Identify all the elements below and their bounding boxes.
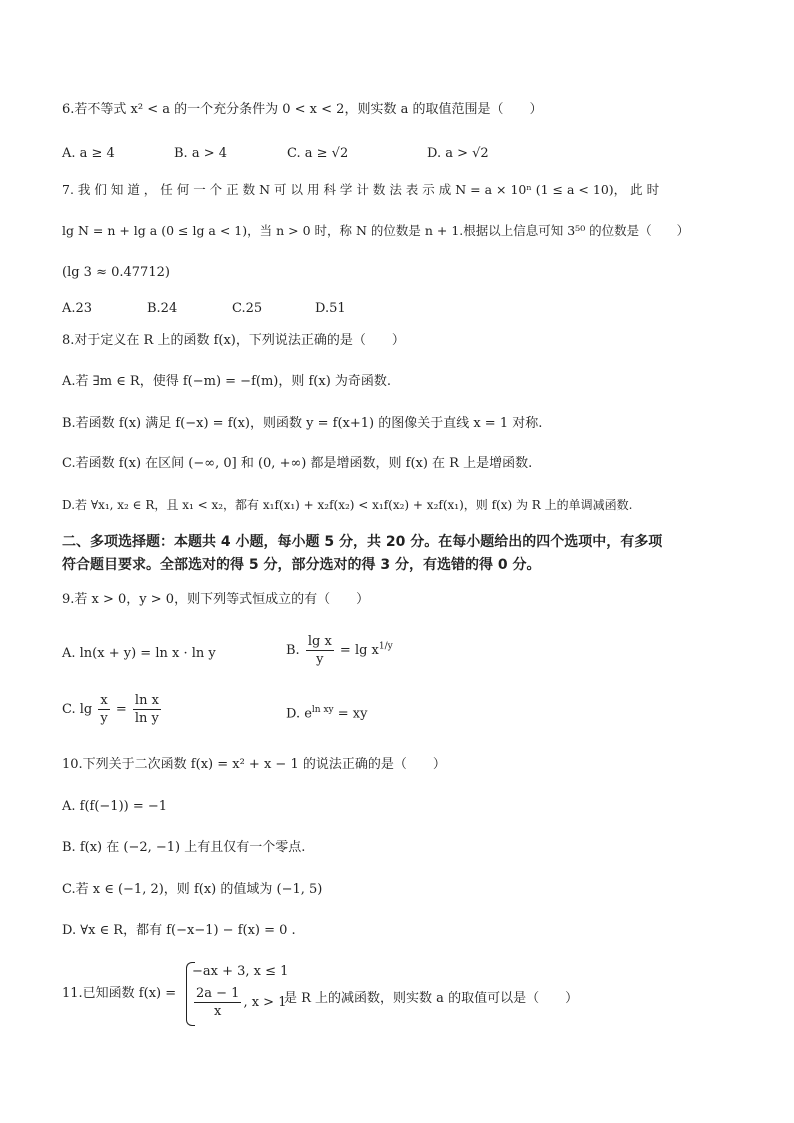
- q9-option-b-fraction: [306, 634, 334, 667]
- q7-line3: (lg 3 ≈ 0.47712): [62, 265, 170, 280]
- q9-option-c-denominator-left: y: [100, 711, 108, 726]
- section-2-heading-line2: 符合题目要求。全部选对的得 5 分，部分选对的得 3 分，有选错的得 0 分。: [62, 557, 541, 573]
- q9-option-b: [286, 634, 393, 667]
- q11-piece-2-denominator: x: [214, 1004, 222, 1019]
- q11-piece-2-condition: , x > 1: [243, 995, 287, 1010]
- q6-stem: 6.若不等式 x² < a 的一个充分条件为 0 < x < 2，则实数 a 的取值范围是（ ）: [62, 102, 543, 117]
- q9-option-b-denominator: y: [316, 652, 324, 667]
- q9-option-d-rhs: = xy: [337, 706, 368, 722]
- q9-option-d-exponent: ln xy: [311, 705, 334, 715]
- q9-option-d: [286, 705, 367, 721]
- q7-option-c: C.25: [232, 301, 263, 316]
- q8-option-a: A.若 ∃m ∈ R，使得 f(−m) = −f(m)，则 f(x) 为奇函数.: [62, 374, 392, 389]
- q9-option-b-numerator: lg x: [307, 634, 332, 649]
- q9-option-b-rhs: = lg x: [339, 643, 379, 658]
- q9-option-c-denominator-right: ln y: [134, 711, 159, 726]
- q11-prefix: 11.已知函数 f(x) =: [62, 986, 177, 1001]
- q7-option-d: D.51: [315, 301, 346, 316]
- q8-stem: 8.对于定义在 R 上的函数 f(x)，下列说法正确的是（ ）: [62, 333, 405, 348]
- q9-stem: 9.若 x > 0，y > 0，则下列等式恒成立的有（ ）: [62, 592, 370, 607]
- q6-option-d: D. a > √2: [427, 146, 489, 161]
- q11-piece-2-numerator: 2a − 1: [196, 986, 240, 1001]
- q11-suffix: 是 R 上的减函数，则实数 a 的取值可以是（ ）: [284, 991, 579, 1006]
- q11-piece-2-fraction: [194, 986, 241, 1019]
- q9-option-c-equals: =: [115, 702, 127, 717]
- q6-option-c: C. a ≥ √2: [287, 146, 349, 161]
- q9-option-d-prefix: D. e: [286, 706, 312, 722]
- q10-option-d: D. ∀x ∈ R，都有 f(−x−1) − f(x) = 0 .: [62, 923, 296, 938]
- q10-option-c: C.若 x ∈ (−1, 2)，则 f(x) 的值域为 (−1, 5): [62, 882, 323, 897]
- q9-option-b-prefix: B.: [286, 643, 300, 658]
- q7-option-b: B.24: [147, 301, 178, 316]
- q11-piece-2: [192, 986, 286, 1019]
- q9-option-c-fraction-left: [98, 693, 109, 726]
- q6-option-a: A. a ≥ 4: [62, 146, 115, 161]
- q8-option-b: B.若函数 f(x) 满足 f(−x) = f(x)，则函数 y = f(x+1) 的图像关于直线 x = 1 对称.: [62, 416, 543, 431]
- q11-piece-1: −ax + 3, x ≤ 1: [192, 964, 289, 979]
- q8-option-c: C.若函数 f(x) 在区间 (−∞, 0] 和 (0, +∞) 都是增函数，则 f(x) 在 R 上是增函数.: [62, 456, 533, 471]
- q9-option-c-numerator-right: ln x: [134, 693, 159, 708]
- q8-option-d: D.若 ∀x₁, x₂ ∈ R，且 x₁ < x₂，都有 x₁f(x₁) + x₂f(x₂) < x₁f(x₂) + x₂f(x₁)，则 f(x) 为 R 上的单调减函数.: [62, 498, 633, 512]
- q10-option-b: B. f(x) 在 (−2, −1) 上有且仅有一个零点.: [62, 840, 306, 855]
- q9-option-b-exponent: 1/y: [378, 641, 393, 652]
- q9-option-c-prefix: C. lg: [62, 702, 93, 717]
- section-2-heading-line1: 二、多项选择题：本题共 4 小题，每小题 5 分，共 20 分。在每小题给出的四个选项中，有多项: [62, 534, 663, 550]
- q7-line1: 7. 我 们 知 道 ， 任 何 一 个 正 数 N 可 以 用 科 学 计 数 法 表 示 成 N = a × 10ⁿ (1 ≤ a < 10)， 此 时: [62, 182, 660, 197]
- q10-option-a: A. f(f(−1)) = −1: [62, 799, 168, 814]
- q7-option-a: A.23: [62, 301, 93, 316]
- q9-option-a: A. ln(x + y) = ln x · ln y: [62, 646, 216, 661]
- q9-option-c-numerator-left: x: [100, 693, 108, 708]
- q6-option-b: B. a > 4: [174, 146, 227, 161]
- q9-option-c: [62, 693, 163, 726]
- q9-option-c-fraction-right: [133, 693, 161, 726]
- q10-stem: 10.下列关于二次函数 f(x) = x² + x − 1 的说法正确的是（ ）: [62, 757, 446, 772]
- q7-line2: lg N = n + lg a (0 ≤ lg a < 1)，当 n > 0 时，称 N 的位数是 n + 1.根据以上信息可知 3⁵⁰ 的位数是（ ）: [62, 223, 690, 238]
